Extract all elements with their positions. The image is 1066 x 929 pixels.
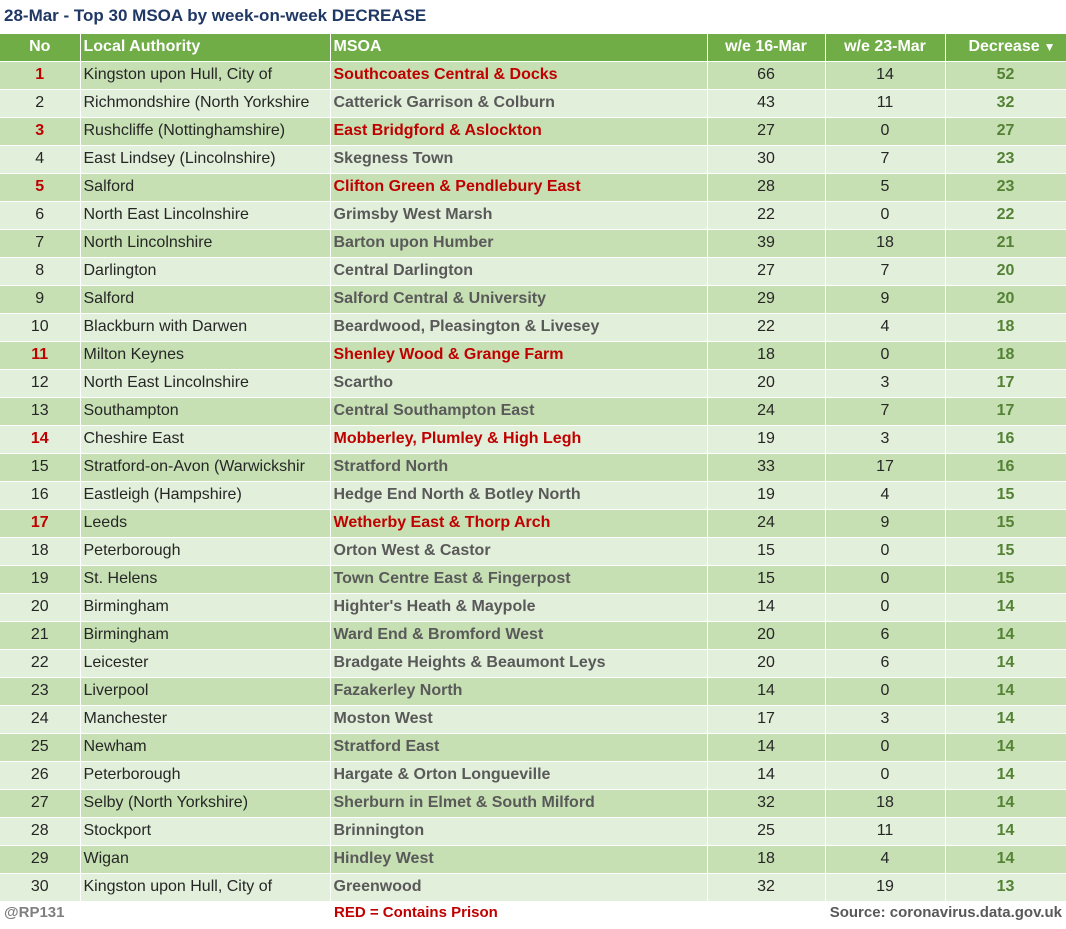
decrease-cell: 23 (945, 145, 1066, 173)
we-23-mar-cell: 3 (825, 705, 945, 733)
msoa-cell: Salford Central & University (330, 285, 707, 313)
local-authority-cell: Milton Keynes (80, 341, 330, 369)
we-16-mar-cell: 17 (707, 705, 825, 733)
table-row (0, 145, 1066, 173)
msoa-cell: Mobberley, Plumley & High Legh (330, 425, 707, 453)
table-row (0, 761, 1066, 789)
decrease-cell: 52 (945, 61, 1066, 89)
local-authority-cell: Rushcliffe (Nottinghamshire) (80, 117, 330, 145)
msoa-cell: East Bridgford & Aslockton (330, 117, 707, 145)
table-row (0, 873, 1066, 901)
decrease-cell: 14 (945, 677, 1066, 705)
we-23-mar-cell: 9 (825, 509, 945, 537)
table-row (0, 397, 1066, 425)
msoa-cell: Bradgate Heights & Beaumont Leys (330, 649, 707, 677)
we-23-mar-cell: 7 (825, 257, 945, 285)
local-authority-cell: Stockport (80, 817, 330, 845)
decrease-cell: 14 (945, 705, 1066, 733)
we-16-mar-cell: 14 (707, 733, 825, 761)
we-16-mar-cell: 28 (707, 173, 825, 201)
decrease-cell: 14 (945, 621, 1066, 649)
row-number: 9 (0, 285, 80, 313)
local-authority-cell: Salford (80, 285, 330, 313)
msoa-cell: Clifton Green & Pendlebury East (330, 173, 707, 201)
msoa-cell: Grimsby West Marsh (330, 201, 707, 229)
table-row (0, 817, 1066, 845)
we-16-mar-cell: 25 (707, 817, 825, 845)
decrease-cell: 14 (945, 733, 1066, 761)
we-16-mar-cell: 22 (707, 201, 825, 229)
we-16-mar-cell: 18 (707, 845, 825, 873)
msoa-cell: Stratford North (330, 453, 707, 481)
row-number: 28 (0, 817, 80, 845)
decrease-cell: 14 (945, 789, 1066, 817)
row-number: 19 (0, 565, 80, 593)
local-authority-cell: Wigan (80, 845, 330, 873)
decrease-cell: 23 (945, 173, 1066, 201)
row-number: 8 (0, 257, 80, 285)
decrease-cell: 17 (945, 397, 1066, 425)
table-row (0, 789, 1066, 817)
decrease-cell: 13 (945, 873, 1066, 901)
msoa-cell: Ward End & Bromford West (330, 621, 707, 649)
local-authority-cell: Richmondshire (North Yorkshire (80, 89, 330, 117)
we-23-mar-cell: 0 (825, 117, 945, 145)
we-16-mar-cell: 39 (707, 229, 825, 257)
table-row (0, 481, 1066, 509)
msoa-cell: Scartho (330, 369, 707, 397)
we-16-mar-cell: 27 (707, 117, 825, 145)
row-number: 13 (0, 397, 80, 425)
table-row (0, 593, 1066, 621)
row-number: 18 (0, 537, 80, 565)
decrease-cell: 20 (945, 285, 1066, 313)
we-16-mar-cell: 30 (707, 145, 825, 173)
table-row (0, 341, 1066, 369)
msoa-cell: Fazakerley North (330, 677, 707, 705)
local-authority-cell: Manchester (80, 705, 330, 733)
decrease-cell: 27 (945, 117, 1066, 145)
local-authority-cell: Liverpool (80, 677, 330, 705)
msoa-cell: Central Southampton East (330, 397, 707, 425)
msoa-cell: Orton West & Castor (330, 537, 707, 565)
we-16-mar-cell: 27 (707, 257, 825, 285)
we-16-mar-cell: 24 (707, 397, 825, 425)
we-16-mar-cell: 20 (707, 621, 825, 649)
decrease-cell: 16 (945, 453, 1066, 481)
msoa-table (0, 34, 1066, 902)
msoa-cell: Brinnington (330, 817, 707, 845)
we-23-mar-cell: 6 (825, 621, 945, 649)
header-no[interactable]: No (0, 34, 80, 61)
we-16-mar-cell: 43 (707, 89, 825, 117)
local-authority-cell: North East Lincolnshire (80, 369, 330, 397)
table-row (0, 565, 1066, 593)
we-16-mar-cell: 14 (707, 761, 825, 789)
row-number: 7 (0, 229, 80, 257)
we-23-mar-cell: 18 (825, 789, 945, 817)
msoa-cell: Hargate & Orton Longueville (330, 761, 707, 789)
msoa-cell: Skegness Town (330, 145, 707, 173)
we-23-mar-cell: 0 (825, 761, 945, 789)
table-row (0, 117, 1066, 145)
row-number: 22 (0, 649, 80, 677)
we-23-mar-cell: 6 (825, 649, 945, 677)
we-23-mar-cell: 4 (825, 845, 945, 873)
row-number: 23 (0, 677, 80, 705)
local-authority-cell: Peterborough (80, 761, 330, 789)
decrease-cell: 18 (945, 313, 1066, 341)
table-row (0, 229, 1066, 257)
header-msoa[interactable]: MSOA (330, 34, 707, 61)
row-number: 5 (0, 173, 80, 201)
we-23-mar-cell: 3 (825, 425, 945, 453)
header-decrease-label: Decrease (968, 38, 1040, 56)
row-number: 11 (0, 341, 80, 369)
local-authority-cell: Leeds (80, 509, 330, 537)
we-23-mar-cell: 19 (825, 873, 945, 901)
we-16-mar-cell: 14 (707, 677, 825, 705)
we-16-mar-cell: 15 (707, 565, 825, 593)
decrease-cell: 14 (945, 817, 1066, 845)
msoa-cell: Shenley Wood & Grange Farm (330, 341, 707, 369)
decrease-cell: 17 (945, 369, 1066, 397)
decrease-cell: 22 (945, 201, 1066, 229)
we-23-mar-cell: 4 (825, 313, 945, 341)
header-we-23-mar[interactable]: w/e 23-Mar (825, 34, 945, 61)
we-23-mar-cell: 18 (825, 229, 945, 257)
we-16-mar-cell: 20 (707, 649, 825, 677)
local-authority-cell: Kingston upon Hull, City of (80, 61, 330, 89)
decrease-cell: 14 (945, 845, 1066, 873)
row-number: 12 (0, 369, 80, 397)
local-authority-cell: East Lindsey (Lincolnshire) (80, 145, 330, 173)
author-handle: @RP131 (4, 904, 65, 921)
local-authority-cell: Salford (80, 173, 330, 201)
decrease-cell: 15 (945, 481, 1066, 509)
msoa-cell: Stratford East (330, 733, 707, 761)
local-authority-cell: Darlington (80, 257, 330, 285)
we-16-mar-cell: 19 (707, 481, 825, 509)
row-number: 4 (0, 145, 80, 173)
decrease-cell: 14 (945, 593, 1066, 621)
row-number: 25 (0, 733, 80, 761)
we-16-mar-cell: 24 (707, 509, 825, 537)
table-row (0, 425, 1066, 453)
msoa-cell: Greenwood (330, 873, 707, 901)
table-row (0, 257, 1066, 285)
row-number: 27 (0, 789, 80, 817)
we-16-mar-cell: 19 (707, 425, 825, 453)
we-16-mar-cell: 22 (707, 313, 825, 341)
header-decrease[interactable] (945, 34, 1066, 61)
we-23-mar-cell: 0 (825, 341, 945, 369)
msoa-cell: Southcoates Central & Docks (330, 61, 707, 89)
we-23-mar-cell: 9 (825, 285, 945, 313)
table-row (0, 621, 1066, 649)
local-authority-cell: Birmingham (80, 593, 330, 621)
we-16-mar-cell: 66 (707, 61, 825, 89)
table-row (0, 201, 1066, 229)
we-23-mar-cell: 7 (825, 145, 945, 173)
we-16-mar-cell: 29 (707, 285, 825, 313)
we-23-mar-cell: 5 (825, 173, 945, 201)
source-credit: Source: coronavirus.data.gov.uk (829, 904, 1062, 921)
local-authority-cell: Newham (80, 733, 330, 761)
local-authority-cell: Southampton (80, 397, 330, 425)
local-authority-cell: Cheshire East (80, 425, 330, 453)
msoa-cell: Moston West (330, 705, 707, 733)
msoa-cell: Catterick Garrison & Colburn (330, 89, 707, 117)
decrease-cell: 18 (945, 341, 1066, 369)
we-23-mar-cell: 0 (825, 593, 945, 621)
table-row (0, 649, 1066, 677)
row-number: 21 (0, 621, 80, 649)
we-23-mar-cell: 0 (825, 677, 945, 705)
we-16-mar-cell: 15 (707, 537, 825, 565)
msoa-cell: Wetherby East & Thorp Arch (330, 509, 707, 537)
sort-descending-icon[interactable]: ▼ (1043, 40, 1056, 55)
row-number: 10 (0, 313, 80, 341)
table-row (0, 173, 1066, 201)
row-number: 2 (0, 89, 80, 117)
table-row (0, 369, 1066, 397)
table-row (0, 845, 1066, 873)
we-23-mar-cell: 11 (825, 89, 945, 117)
local-authority-cell: North Lincolnshire (80, 229, 330, 257)
decrease-cell: 21 (945, 229, 1066, 257)
we-23-mar-cell: 0 (825, 565, 945, 593)
we-23-mar-cell: 0 (825, 201, 945, 229)
we-23-mar-cell: 14 (825, 61, 945, 89)
msoa-cell: Sherburn in Elmet & South Milford (330, 789, 707, 817)
page-title: 28-Mar - Top 30 MSOA by week-on-week DECREASE (4, 6, 427, 25)
we-16-mar-cell: 20 (707, 369, 825, 397)
we-16-mar-cell: 32 (707, 789, 825, 817)
we-16-mar-cell: 18 (707, 341, 825, 369)
msoa-cell: Hindley West (330, 845, 707, 873)
row-number: 24 (0, 705, 80, 733)
decrease-cell: 15 (945, 509, 1066, 537)
row-number: 30 (0, 873, 80, 901)
row-number: 16 (0, 481, 80, 509)
local-authority-cell: Peterborough (80, 537, 330, 565)
local-authority-cell: Kingston upon Hull, City of (80, 873, 330, 901)
row-number: 26 (0, 761, 80, 789)
we-16-mar-cell: 14 (707, 593, 825, 621)
we-23-mar-cell: 4 (825, 481, 945, 509)
we-23-mar-cell: 0 (825, 733, 945, 761)
header-local-authority[interactable]: Local Authority (80, 34, 330, 61)
row-number: 29 (0, 845, 80, 873)
msoa-cell: Town Centre East & Fingerpost (330, 565, 707, 593)
table-row (0, 677, 1066, 705)
we-16-mar-cell: 33 (707, 453, 825, 481)
row-number: 1 (0, 61, 80, 89)
local-authority-cell: St. Helens (80, 565, 330, 593)
decrease-cell: 14 (945, 649, 1066, 677)
decrease-cell: 16 (945, 425, 1066, 453)
local-authority-cell: Leicester (80, 649, 330, 677)
local-authority-cell: North East Lincolnshire (80, 201, 330, 229)
table-row (0, 89, 1066, 117)
msoa-cell: Beardwood, Pleasington & Livesey (330, 313, 707, 341)
msoa-cell: Central Darlington (330, 257, 707, 285)
msoa-cell: Hedge End North & Botley North (330, 481, 707, 509)
we-23-mar-cell: 17 (825, 453, 945, 481)
we-23-mar-cell: 3 (825, 369, 945, 397)
local-authority-cell: Stratford-on-Avon (Warwickshir (80, 453, 330, 481)
prison-legend: RED = Contains Prison (334, 904, 498, 921)
header-we-16-mar[interactable]: w/e 16-Mar (707, 34, 825, 61)
local-authority-cell: Birmingham (80, 621, 330, 649)
table-row (0, 509, 1066, 537)
table-row (0, 537, 1066, 565)
row-number: 17 (0, 509, 80, 537)
table-body (0, 61, 1066, 901)
msoa-cell: Barton upon Humber (330, 229, 707, 257)
row-number: 15 (0, 453, 80, 481)
we-23-mar-cell: 7 (825, 397, 945, 425)
local-authority-cell: Selby (North Yorkshire) (80, 789, 330, 817)
decrease-cell: 32 (945, 89, 1066, 117)
we-16-mar-cell: 32 (707, 873, 825, 901)
decrease-cell: 20 (945, 257, 1066, 285)
decrease-cell: 15 (945, 565, 1066, 593)
row-number: 3 (0, 117, 80, 145)
decrease-cell: 14 (945, 761, 1066, 789)
local-authority-cell: Eastleigh (Hampshire) (80, 481, 330, 509)
table-row (0, 705, 1066, 733)
msoa-cell: Highter's Heath & Maypole (330, 593, 707, 621)
table-row (0, 733, 1066, 761)
row-number: 6 (0, 201, 80, 229)
decrease-cell: 15 (945, 537, 1066, 565)
header-row (0, 34, 1066, 61)
table-row (0, 61, 1066, 89)
we-23-mar-cell: 11 (825, 817, 945, 845)
table-row (0, 453, 1066, 481)
row-number: 14 (0, 425, 80, 453)
table-row (0, 313, 1066, 341)
table-row (0, 285, 1066, 313)
we-23-mar-cell: 0 (825, 537, 945, 565)
local-authority-cell: Blackburn with Darwen (80, 313, 330, 341)
row-number: 20 (0, 593, 80, 621)
